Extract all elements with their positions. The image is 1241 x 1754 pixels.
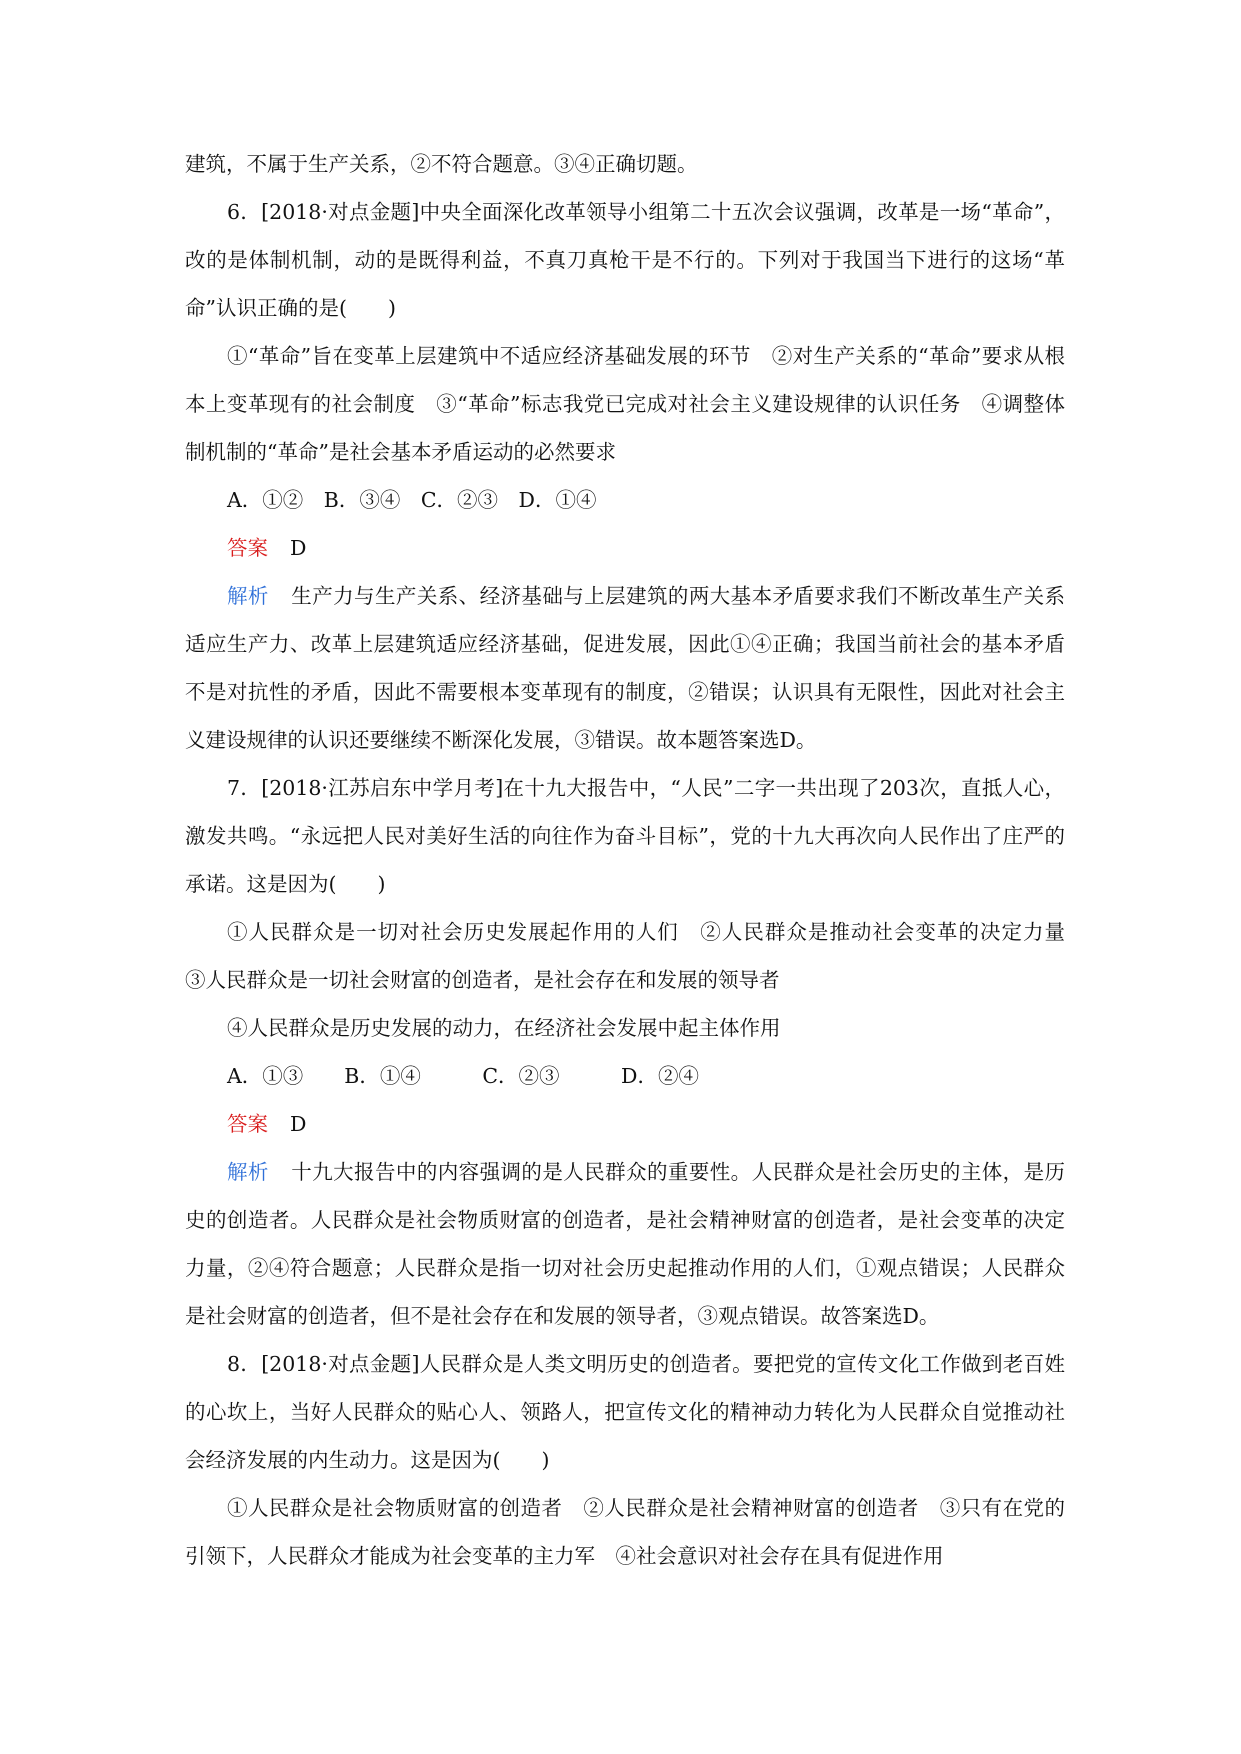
document-page — [185, 140, 1086, 1580]
question-6-items: ①“革命”旨在变革上层建筑中不适应经济基础发展的环节 ②对生产关系的“革命”要求从根本上变革现有的社会制度 ③“革命”标志我党已完成对社会主义建设规律的认识任务 ④调整体制机制的“革命”是社会基本矛盾运动的必然要求 — [185, 344, 1065, 464]
answer-value: D — [290, 1112, 307, 1136]
answer-value: D — [290, 536, 307, 560]
analysis-text: 十九大报告中的内容强调的是人民群众的重要性。人民群众是社会历史的主体，是历史的创造者。人民群众是社会物质财富的创造者，是社会精神财富的创造者，是社会变革的决定力量，②④符合题意；人民群众是指一切对社会历史起推动作用的人们，①观点错误；人民群众是社会财富的创造者，但不是社会存在和发展的领导者，③观点错误。故答案选D。 — [185, 1160, 1066, 1328]
analysis-label: 解析 — [227, 1160, 269, 1184]
question-8-stem: 8．[2018·对点金题]人民群众是人类文明历史的创造者。要把党的宣传文化工作做到老百姓的心坎上，当好人民群众的贴心人、领路人，把宣传文化的精神动力转化为人民群众自觉推动社会经济发展的内生动力。这是因为( ) — [185, 1352, 1065, 1472]
question-7-analysis — [185, 1148, 1065, 1340]
question-6-stem: 6．[2018·对点金题]中央全面深化改革领导小组第二十五次会议强调，改革是一场“革命”，改的是体制机制，动的是既得利益，不真刀真枪干是不行的。下列对于我国当下进行的这场“革命”认识正确的是( ) — [185, 200, 1065, 320]
intro-line: 建筑，不属于生产关系，②不符合题意。③④正确切题。 — [185, 152, 698, 176]
question-8-items: ①人民群众是社会物质财富的创造者 ②人民群众是社会精神财富的创造者 ③只有在党的引领下，人民群众才能成为社会变革的主力军 ④社会意识对社会存在具有促进作用 — [185, 1496, 1065, 1568]
answer-label: 答案 — [227, 536, 268, 560]
analysis-text: 生产力与生产关系、经济基础与上层建筑的两大基本矛盾要求我们不断改革生产关系适应生产力、改革上层建筑适应经济基础，促进发展，因此①④正确；我国当前社会的基本矛盾不是对抗性的矛盾，因此不需要根本变革现有的制度，②错误；认识具有无限性，因此对社会主义建设规律的认识还要继续不断深化发展，③错误。故本题答案选D。 — [185, 584, 1066, 752]
question-7-items: ①人民群众是一切对社会历史发展起作用的人们 ②人民群众是推动社会变革的决定力量 ③人民群众是一切社会财富的创造者，是社会存在和发展的领导者 — [185, 920, 1086, 992]
question-6-options: A．①② B．③④ C．②③ D．①④ — [227, 488, 597, 512]
question-7-stem: 7．[2018·江苏启东中学月考]在十九大报告中，“人民”二字一共出现了203次，直抵人心，激发共鸣。“永远把人民对美好生活的向往作为奋斗目标”，党的十九大再次向人民作出了庄严的承诺。这是因为( ) — [185, 776, 1065, 896]
analysis-label: 解析 — [227, 584, 269, 608]
question-7-options: A．①③ B．①④ C．②③ D．②④ — [227, 1064, 699, 1088]
question-6-answer — [185, 524, 1065, 572]
question-7-answer — [185, 1100, 1065, 1148]
question-7-item4: ④人民群众是历史发展的动力，在经济社会发展中起主体作用 — [227, 1016, 781, 1040]
answer-label: 答案 — [227, 1112, 268, 1136]
question-6-analysis — [185, 572, 1065, 764]
